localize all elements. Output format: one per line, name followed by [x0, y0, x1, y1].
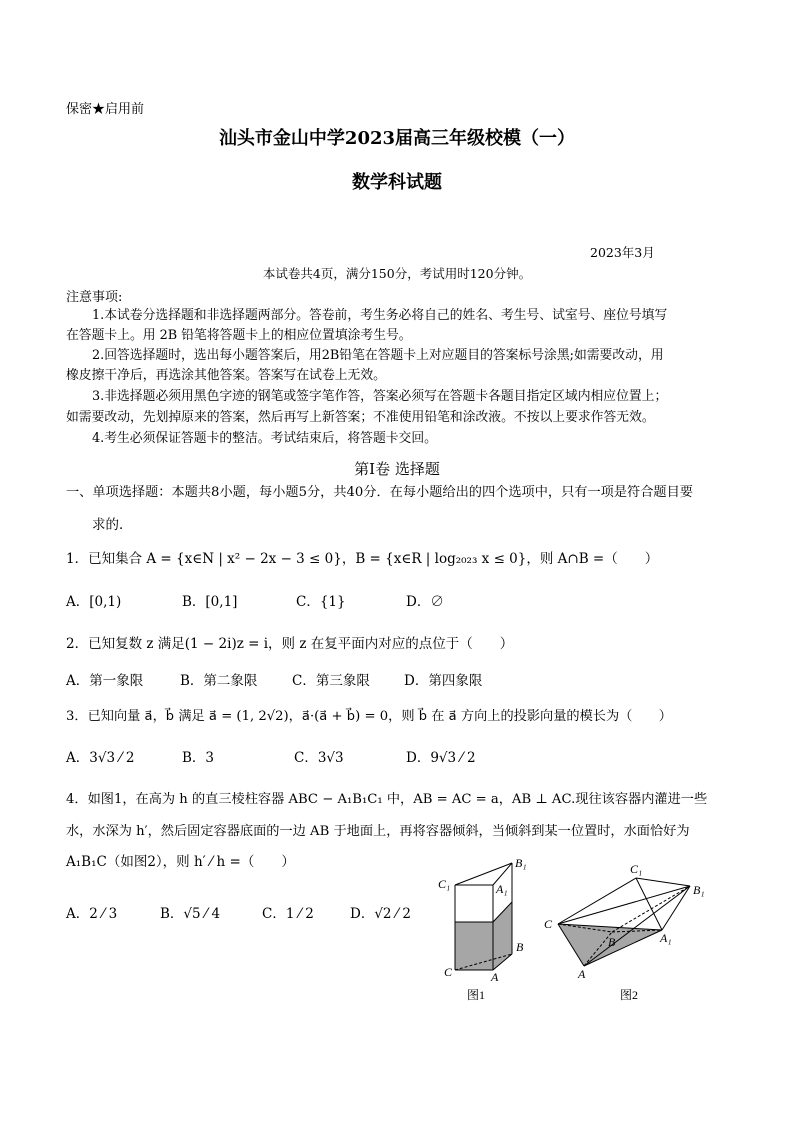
exam-title: 汕头市金山中学2023届高三年级校模（一）	[218, 128, 576, 149]
section-instruction: 一、单项选择题：本题共8小题，每小题5分，共40分．在每小题给出的四个选项中，只有一项是符合题目要	[66, 485, 693, 500]
question-3-option-a: A．3√3 ⁄ 2	[66, 750, 135, 766]
notes-heading: 注意事项:	[66, 290, 123, 305]
fig2-label-c: C	[544, 917, 553, 931]
figure-1-water	[455, 902, 512, 970]
question-2-option-d: D．第四象限	[404, 673, 483, 689]
exam-intro: 本试卷共4页，满分150分，考试用时120分钟。	[262, 266, 532, 281]
section-title: 第Ⅰ卷 选择题	[354, 460, 440, 478]
fig2-label-b1: B₁	[693, 883, 705, 897]
fig1-label-c1: C₁	[438, 877, 451, 891]
note-line: 在答题卡上。用 2B 铅笔将答题卡上的相应位置填涂考生号。	[66, 328, 412, 343]
question-2-option-b: B．第二象限	[180, 673, 258, 689]
figure-1-caption: 图1	[467, 988, 486, 1002]
question-1-option-a: A．[0,1)	[66, 594, 122, 610]
note-line: 2.回答选择题时，选出每小题答案后，用2B铅笔在答题卡上对应题目的答案标号涂黑;如需要改动，用	[92, 348, 664, 363]
figure-2-caption: 图2	[620, 988, 639, 1002]
fig1-label-a: A	[491, 970, 499, 984]
question-3-option-c: C．3√3	[294, 750, 344, 766]
fig2-label-a: A	[578, 967, 586, 981]
fig1-label-b1: B₁	[515, 856, 527, 870]
question-4-stem-line-3: A₁B₁C（如图2），则 h′ ⁄ h =（ ）	[66, 854, 295, 870]
note-line: 4.考生必须保证答题卡的整洁。考试结束后，将答题卡交回。	[92, 431, 437, 446]
question-1-option-d: D．∅	[406, 594, 444, 610]
fig1-label-c: C	[444, 965, 453, 979]
confidential-label: 保密★启用前	[66, 102, 145, 117]
exam-subtitle: 数学科试题	[352, 172, 442, 193]
section-instruction-cont: 求的．	[92, 517, 133, 533]
question-1-stem: 1．已知集合 A = {x∈N | x² − 2x − 3 ≤ 0}，B = {x∈R | log₂₀₂₃ x ≤ 0}，则 A∩B =（ ）	[66, 551, 659, 567]
question-4-option-c: C．1 ⁄ 2	[262, 906, 314, 922]
question-2-option-c: C．第三象限	[292, 673, 370, 689]
question-4-option-a: A．2 ⁄ 3	[66, 906, 118, 922]
figure-1-prism	[436, 852, 546, 1004]
fig2-label-c1: C₁	[630, 862, 643, 876]
question-3-option-b: B．3	[182, 750, 215, 766]
question-1-option-c: C．{1}	[296, 594, 346, 610]
question-3-stem: 3．已知向量 a⃗，b⃗ 满足 a⃗ = (1, 2√2)，a⃗·(a⃗ + b⃗) = 0，则 b⃗ 在 a⃗ 方向上的投影向量的模长为（ ）	[66, 709, 672, 724]
question-2-stem: 2．已知复数 z 满足(1 − 2i)z = i，则 z 在复平面内对应的点位于（ ）	[66, 636, 514, 652]
fig2-label-b: B	[608, 935, 616, 949]
figure-2-tilted-prism	[540, 856, 720, 1006]
question-4-option-d: D．√2 ⁄ 2	[350, 906, 411, 922]
exam-date: 2023年3月	[590, 245, 655, 260]
fig1-label-a1: A₁	[496, 882, 508, 896]
question-4-stem-line-1: 4．如图1，在高为 h 的直三棱柱容器 ABC − A₁B₁C₁ 中，AB = AC = a，AB ⊥ AC.现往该容器内灌进一些	[66, 792, 708, 807]
question-4-option-b: B．√5 ⁄ 4	[160, 906, 221, 922]
question-4-stem-line-2: 水，水深为 h′，然后固定容器底面的一边 AB 于地面上，再将容器倾斜，当倾斜到某一位置时，水面恰好为	[66, 824, 690, 839]
note-line: 橡皮擦干净后，再选涂其他答案。答案写在试卷上无效。	[66, 368, 386, 383]
fig2-label-a1: A₁	[660, 931, 672, 945]
question-2-option-a: A．第一象限	[66, 673, 144, 689]
note-line: 如需要改动，先划掉原来的答案，然后再写上新答案；不准使用铅笔和涂改液。不按以上要求作答无效。	[66, 410, 655, 425]
question-1-option-b: B．[0,1]	[182, 594, 238, 610]
note-line: 1.本试卷分选择题和非选择题两部分。答卷前，考生务必将自己的姓名、考生号、试室号、座位号填写	[92, 308, 668, 323]
question-3-option-d: D．9√3 ⁄ 2	[406, 750, 476, 766]
fig1-label-b: B	[516, 940, 524, 954]
note-line: 3.非选择题必须用黑色字迹的钢笔或签字笔作答，答案必须写在答题卡各题目指定区域内相应位置上；	[92, 389, 668, 404]
